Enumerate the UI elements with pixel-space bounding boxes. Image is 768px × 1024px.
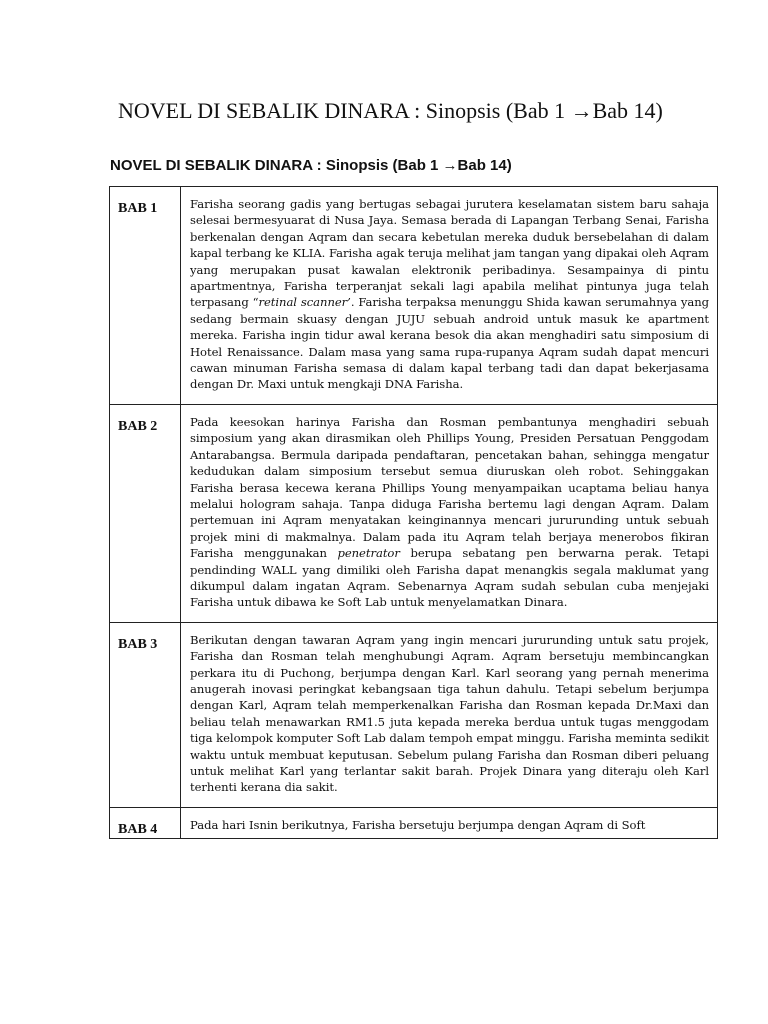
synopsis-text: Pada hari Isnin berikutnya, Farisha bersetuju berjumpa dengan Aqram di Soft xyxy=(190,817,646,832)
synopsis-italic-term: penetrator xyxy=(337,546,400,561)
chapter-synopsis xyxy=(181,404,718,622)
table-row-bab-2 xyxy=(110,404,718,622)
chapter-label: BAB 1 xyxy=(110,187,181,405)
chapter-label: BAB 3 xyxy=(110,622,181,807)
table-row-bab-3 xyxy=(110,622,718,807)
chapter-synopsis xyxy=(181,622,718,807)
page-title: NOVEL DI SEBALIK DINARA : Sinopsis (Bab 1 →Bab 14) xyxy=(118,98,663,123)
synopsis-italic-term: retinal scanner’ xyxy=(258,295,351,310)
chapter-synopsis xyxy=(181,187,718,405)
chapter-label: BAB 4 xyxy=(110,807,181,838)
synopsis-text: . Farisha terpaksa menunggu Shida kawan serumahnya yang sedang bermain skuasy dengan JUJU sebuah android untuk masuk ke apartment mereka. Farisha ingin tidur awal kerana besok dia akan menghadiri satu simposium di Hotel Renaissance. Dalam masa yang sama rupa-rupanya Aqram sudah dapat mencuri cawan minuman Farisha semasa di dalam kapal terbang tadi dan dapat bekerjasama dengan Dr. Maxi untuk mengkaji DNA Farisha. xyxy=(190,295,709,392)
synopsis-text: Berikutan dengan tawaran Aqram yang ingin mencari jururunding untuk satu projek, Farisha dan Rosman telah menghubungi Aqram. Aqram bersetuju membincangkan perkara itu di Puchong, berjumpa dengan Karl. Karl seorang yang pernah menerima anugerah inovasi peringkat kebangsaan tiga tahun dahulu. Tetapi sebelum berjumpa dengan Karl, Aqram telah memperkenalkan Farisha dan Rosman kepada Dr.Maxi dan beliau telah menawarkan RM1.5 juta kepada mereka berdua untuk tugas menggodam tiga kelompok komputer Soft Lab dalam tempoh empat minggu. Farisha meminta sedikit waktu untuk membuat keputusan. Sebelum pulang Farisha dan Rosman diberi peluang untuk melihat Karl yang terlantar sakit barah. Projek Dinara yang diteraju oleh Karl terhenti kerana dia sakit. xyxy=(190,632,710,795)
table-row-bab-4 xyxy=(110,807,718,838)
synopsis-text: Pada keesokan harinya Farisha dan Rosman pembantunya menghadiri sebuah simposium yang akan dirasmikan oleh Phillips Young, Presiden Persatuan Penggodam Antarabangsa. Bermula daripada pendaftaran, pencetakan bahan, sehingga mengatur kedudukan dalam simposium tersebut semua diuruskan oleh robot. Sehinggakan Farisha berasa kecewa kerana Phillips Young menyampaikan ucaptama beliau hanya melalui hologram sahaja. Tanpa diduga Farisha bertemu lagi dengan Aqram. Dalam pertemuan ini Aqram menyatakan keinginannya mencari jururunding untuk sebuah projek mini di makmalnya. Dalam pada itu Aqram telah berjaya menerobos fikiran Farisha menggunakan xyxy=(190,414,709,561)
synopsis-text: berupa sebatang pen berwarna perak. Tetapi pendinding WALL yang dimiliki oleh Farisha dapat menangkis segala maklumat yang dikumpul dalam ingatan Aqram. Sebenarnya Aqram sudah sebulan cuba menjejaki Farisha untuk dibawa ke Soft Lab untuk menyelamatkan Dinara. xyxy=(190,546,709,610)
chapter-synopsis xyxy=(181,807,718,838)
chapter-label: BAB 2 xyxy=(110,404,181,622)
page-subtitle: NOVEL DI SEBALIK DINARA : Sinopsis (Bab 1 →Bab 14) xyxy=(110,157,512,174)
synopsis-text: Farisha seorang gadis yang bertugas sebagai jurutera keselamatan sistem baru sahaja selesai bermesyuarat di Nusa Jaya. Semasa berada di Lapangan Terbang Senai, Farisha berkenalan dengan Aqram dan secara kebetulan mereka duduk bersebelahan di dalam kapal terbang ke KLIA. Farisha agak teruja melihat jam tangan yang dipakai oleh Aqram yang merupakan pusat kawalan elektronik peribadinya. Sesampainya di pintu apartmentnya, Farisha terperanjat sekali lagi apabila melihat pintunya juga telah terpasang “ xyxy=(190,197,709,310)
synopsis-table xyxy=(109,186,718,839)
table-row-bab-1 xyxy=(110,187,718,405)
